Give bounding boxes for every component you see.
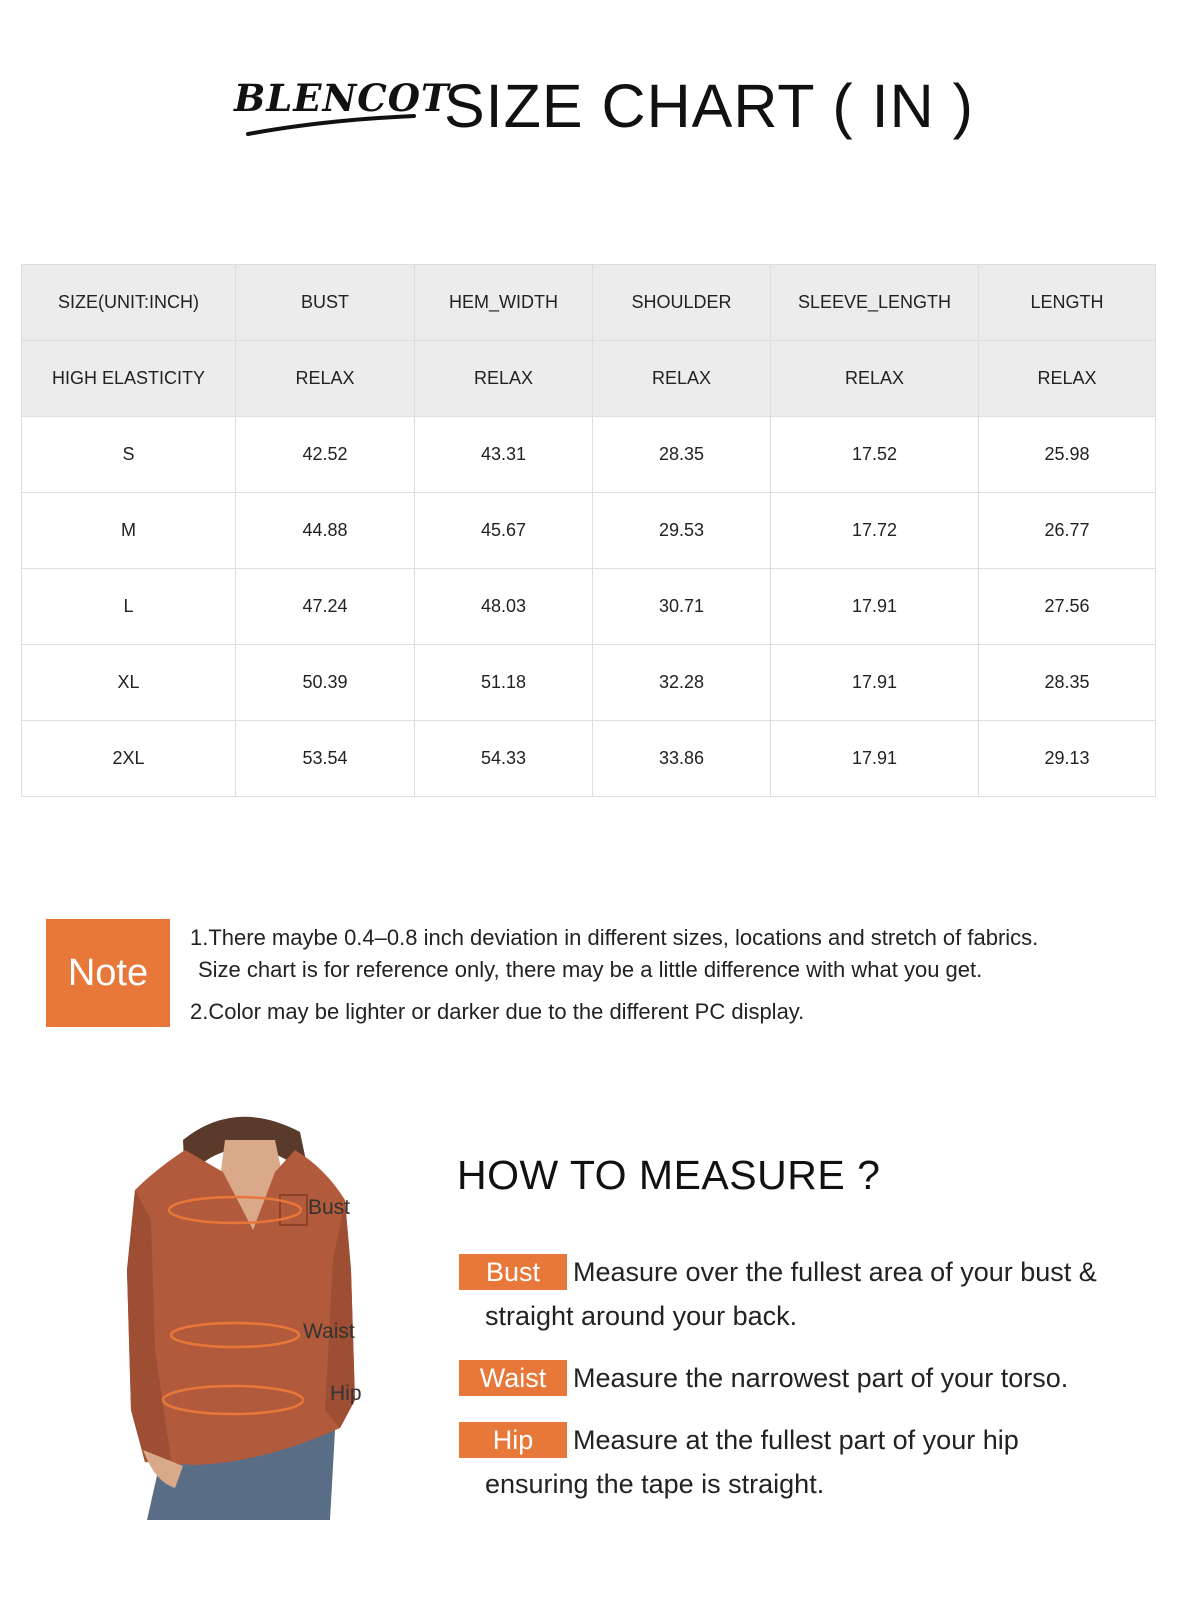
table-header-cell: LENGTH (979, 265, 1156, 341)
table-header-cell: RELAX (979, 341, 1156, 417)
table-cell: 48.03 (415, 569, 593, 645)
table-cell: 17.91 (771, 645, 979, 721)
table-header-cell: BUST (236, 265, 415, 341)
page-header (0, 64, 1181, 154)
table-cell: 29.53 (593, 493, 771, 569)
measure-text: straight around your back. (485, 1301, 798, 1331)
logo-swoosh-icon (244, 114, 419, 138)
table-subheader-row (22, 341, 1156, 417)
table-header-cell: SLEEVE_LENGTH (771, 265, 979, 341)
model-illustration (125, 1110, 385, 1520)
table-cell: 26.77 (979, 493, 1156, 569)
brand-logo-text: BLENCOT (234, 76, 450, 120)
measure-text: Measure at the fullest part of your hip (573, 1425, 1019, 1455)
measure-tag: Waist (459, 1360, 567, 1396)
table-cell: 17.72 (771, 493, 979, 569)
table-row (22, 569, 1156, 645)
table-cell: 29.13 (979, 721, 1156, 797)
table-cell: 17.91 (771, 569, 979, 645)
measure-tag: Hip (459, 1422, 567, 1458)
measure-text: Measure over the fullest area of your bust & (573, 1257, 1097, 1287)
note-line: 1.There maybe 0.4–0.8 inch deviation in different sizes, locations and stretch of fabrics. (190, 925, 1039, 950)
table-cell: 17.91 (771, 721, 979, 797)
table-header-cell: SHOULDER (593, 265, 771, 341)
page-title: SIZE CHART ( IN ) (444, 72, 974, 140)
note-line: 2.Color may be lighter or darker due to the different PC display. (190, 999, 805, 1024)
measure-item-waist (459, 1356, 1068, 1400)
table-row (22, 417, 1156, 493)
table-cell: 28.35 (979, 645, 1156, 721)
table-cell: 45.67 (415, 493, 593, 569)
measure-text: ensuring the tape is straight. (485, 1469, 825, 1499)
table-header-cell: SIZE(UNIT:INCH) (22, 265, 236, 341)
table-header-cell: HEM_WIDTH (415, 265, 593, 341)
table-cell: 50.39 (236, 645, 415, 721)
table-cell: 44.88 (236, 493, 415, 569)
measure-text: Measure the narrowest part of your torso. (573, 1363, 1069, 1393)
waist-label: Waist (303, 1320, 355, 1343)
note-badge: Note (46, 919, 170, 1027)
table-cell: 32.28 (593, 645, 771, 721)
table-cell: M (22, 493, 236, 569)
note-text (190, 922, 1038, 1028)
note-line: Size chart is for reference only, there may be a little difference with what you get. (198, 957, 983, 982)
table-row (22, 645, 1156, 721)
table-cell: 28.35 (593, 417, 771, 493)
table-cell: 51.18 (415, 645, 593, 721)
table-cell: 2XL (22, 721, 236, 797)
table-header-row (22, 265, 1156, 341)
measure-item-hip (459, 1418, 1019, 1506)
table-header-cell: RELAX (593, 341, 771, 417)
table-header-cell: HIGH ELASTICITY (22, 341, 236, 417)
table-cell: 17.52 (771, 417, 979, 493)
measure-tag: Bust (459, 1254, 567, 1290)
measure-item-bust (459, 1250, 1097, 1338)
bust-label: Bust (308, 1196, 351, 1219)
brand-logo (234, 70, 450, 150)
table-cell: 42.52 (236, 417, 415, 493)
table-cell: 30.71 (593, 569, 771, 645)
how-to-measure-title: HOW TO MEASURE ? (457, 1152, 881, 1198)
table-cell: 27.56 (979, 569, 1156, 645)
table-cell: 33.86 (593, 721, 771, 797)
table-cell: S (22, 417, 236, 493)
table-cell: 25.98 (979, 417, 1156, 493)
table-header-cell: RELAX (771, 341, 979, 417)
size-table (21, 264, 1156, 797)
table-row (22, 721, 1156, 797)
hip-label: Hip (330, 1382, 362, 1405)
model-figure (125, 1110, 385, 1520)
table-cell: 43.31 (415, 417, 593, 493)
table-cell: 54.33 (415, 721, 593, 797)
table-cell: 47.24 (236, 569, 415, 645)
table-cell: XL (22, 645, 236, 721)
table-cell: L (22, 569, 236, 645)
table-header-cell: RELAX (415, 341, 593, 417)
table-row (22, 493, 1156, 569)
table-header-cell: RELAX (236, 341, 415, 417)
table-cell: 53.54 (236, 721, 415, 797)
